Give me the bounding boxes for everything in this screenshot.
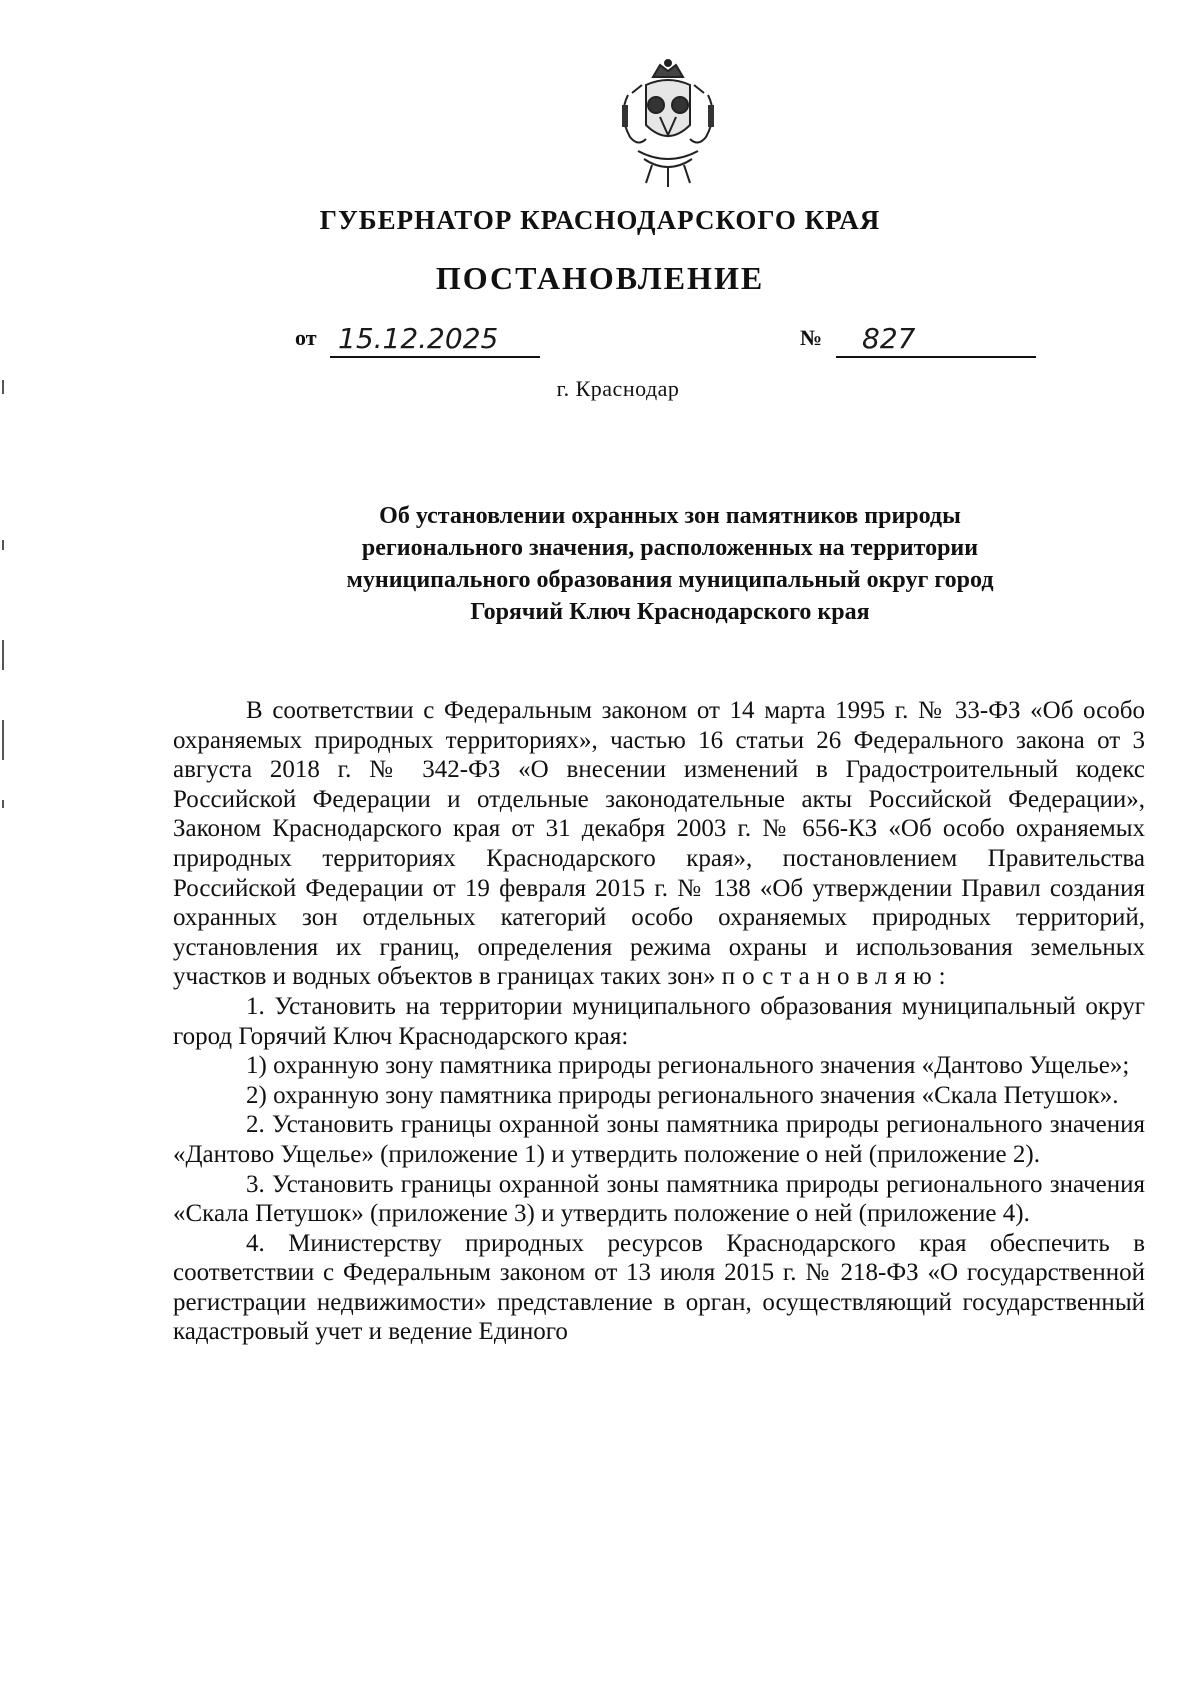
title-line: Горячий Ключ Краснодарского края: [470, 599, 870, 625]
scan-margin-mark: [2, 380, 4, 394]
city: г. Краснодар: [556, 376, 680, 401]
preamble-text: В соответствии с Федеральным законом от 14 марта 1995 г. № 33-ФЗ «Об особо охраняемых природных территориях», частью 16 статьи 26 Федерального закона от 3 августа 2018 г. № 342-ФЗ «О внесении изменений в Градостроительный кодекс Российской Федерации и отдельные законодательные акты Российской Федерации», Законом Краснодарского края от 31 декабря 2003 г. № 656-КЗ «Об особо охраняемых природных территориях Краснодарского края», постановлением Правительства Российской Федерации от 19 февраля 2015 г. № 138 «Об утверждении Правил создания охранных зон отдельных категорий особо охраняемых природных территорий, установления их границ, определения режима охраны и использования земельных участков и водных объектов в границах таких зон»: [173, 697, 1145, 991]
number-value: 827: [862, 322, 916, 355]
scan-margin-mark: [2, 640, 4, 670]
preamble-paragraph: [173, 696, 1145, 992]
number-label: №: [800, 325, 823, 350]
scan-margin-mark: [2, 540, 4, 550]
coat-of-arms-icon: [608, 55, 728, 195]
clause-1-item-1: 1) охранную зону памятника природы регионального значения «Дантово Ущелье»;: [246, 1052, 1130, 1080]
document-type: ПОСТАНОВЛЕНИЕ: [435, 260, 765, 296]
title-line: муниципального образования муниципальный округ город: [346, 567, 994, 593]
title-line: регионального значения, расположенных на территории: [361, 535, 979, 561]
number-field: [836, 322, 1036, 358]
clause-2: 2. Установить границы охранной зоны памятника природы регионального значения «Дантово Ущелье» (приложение 1) и утвердить положение о ней (приложение 2).: [173, 1111, 1145, 1168]
clause-1: 1. Установить на территории муниципального образования муниципальный округ город Горячий Ключ Краснодарского края:: [173, 992, 1145, 1050]
date-value: 15.12.2025: [338, 322, 499, 355]
clause-1-item-2: 2) охранную зону памятника природы регионального значения «Скала Петушок».: [246, 1081, 1119, 1109]
decree-word: постановляю:: [721, 963, 953, 991]
scan-margin-mark: [2, 800, 4, 808]
date-field: [330, 322, 540, 358]
clause-3: 3. Установить границы охранной зоны памятника природы регионального значения «Скала Петушок» (приложение 3) и утвердить положение о ней (приложение 4).: [173, 1170, 1145, 1228]
title-line: Об установлении охранных зон памятников природы: [379, 503, 961, 529]
clause-4: 4. Министерству природных ресурсов Краснодарского края обеспечить в соответствии с Федеральным законом от 13 июля 2015 г. № 218-ФЗ «О государственной регистрации недвижимости» представление в орган, осуществляющий государственный кадастровый учет и ведение Единого: [173, 1229, 1145, 1346]
issuing-authority: ГУБЕРНАТОР КРАСНОДАРСКОГО КРАЯ: [319, 205, 881, 235]
scan-margin-mark: [2, 720, 4, 760]
date-label: от: [295, 325, 317, 350]
document-title: [240, 500, 1100, 628]
document-body: [173, 696, 1145, 1347]
